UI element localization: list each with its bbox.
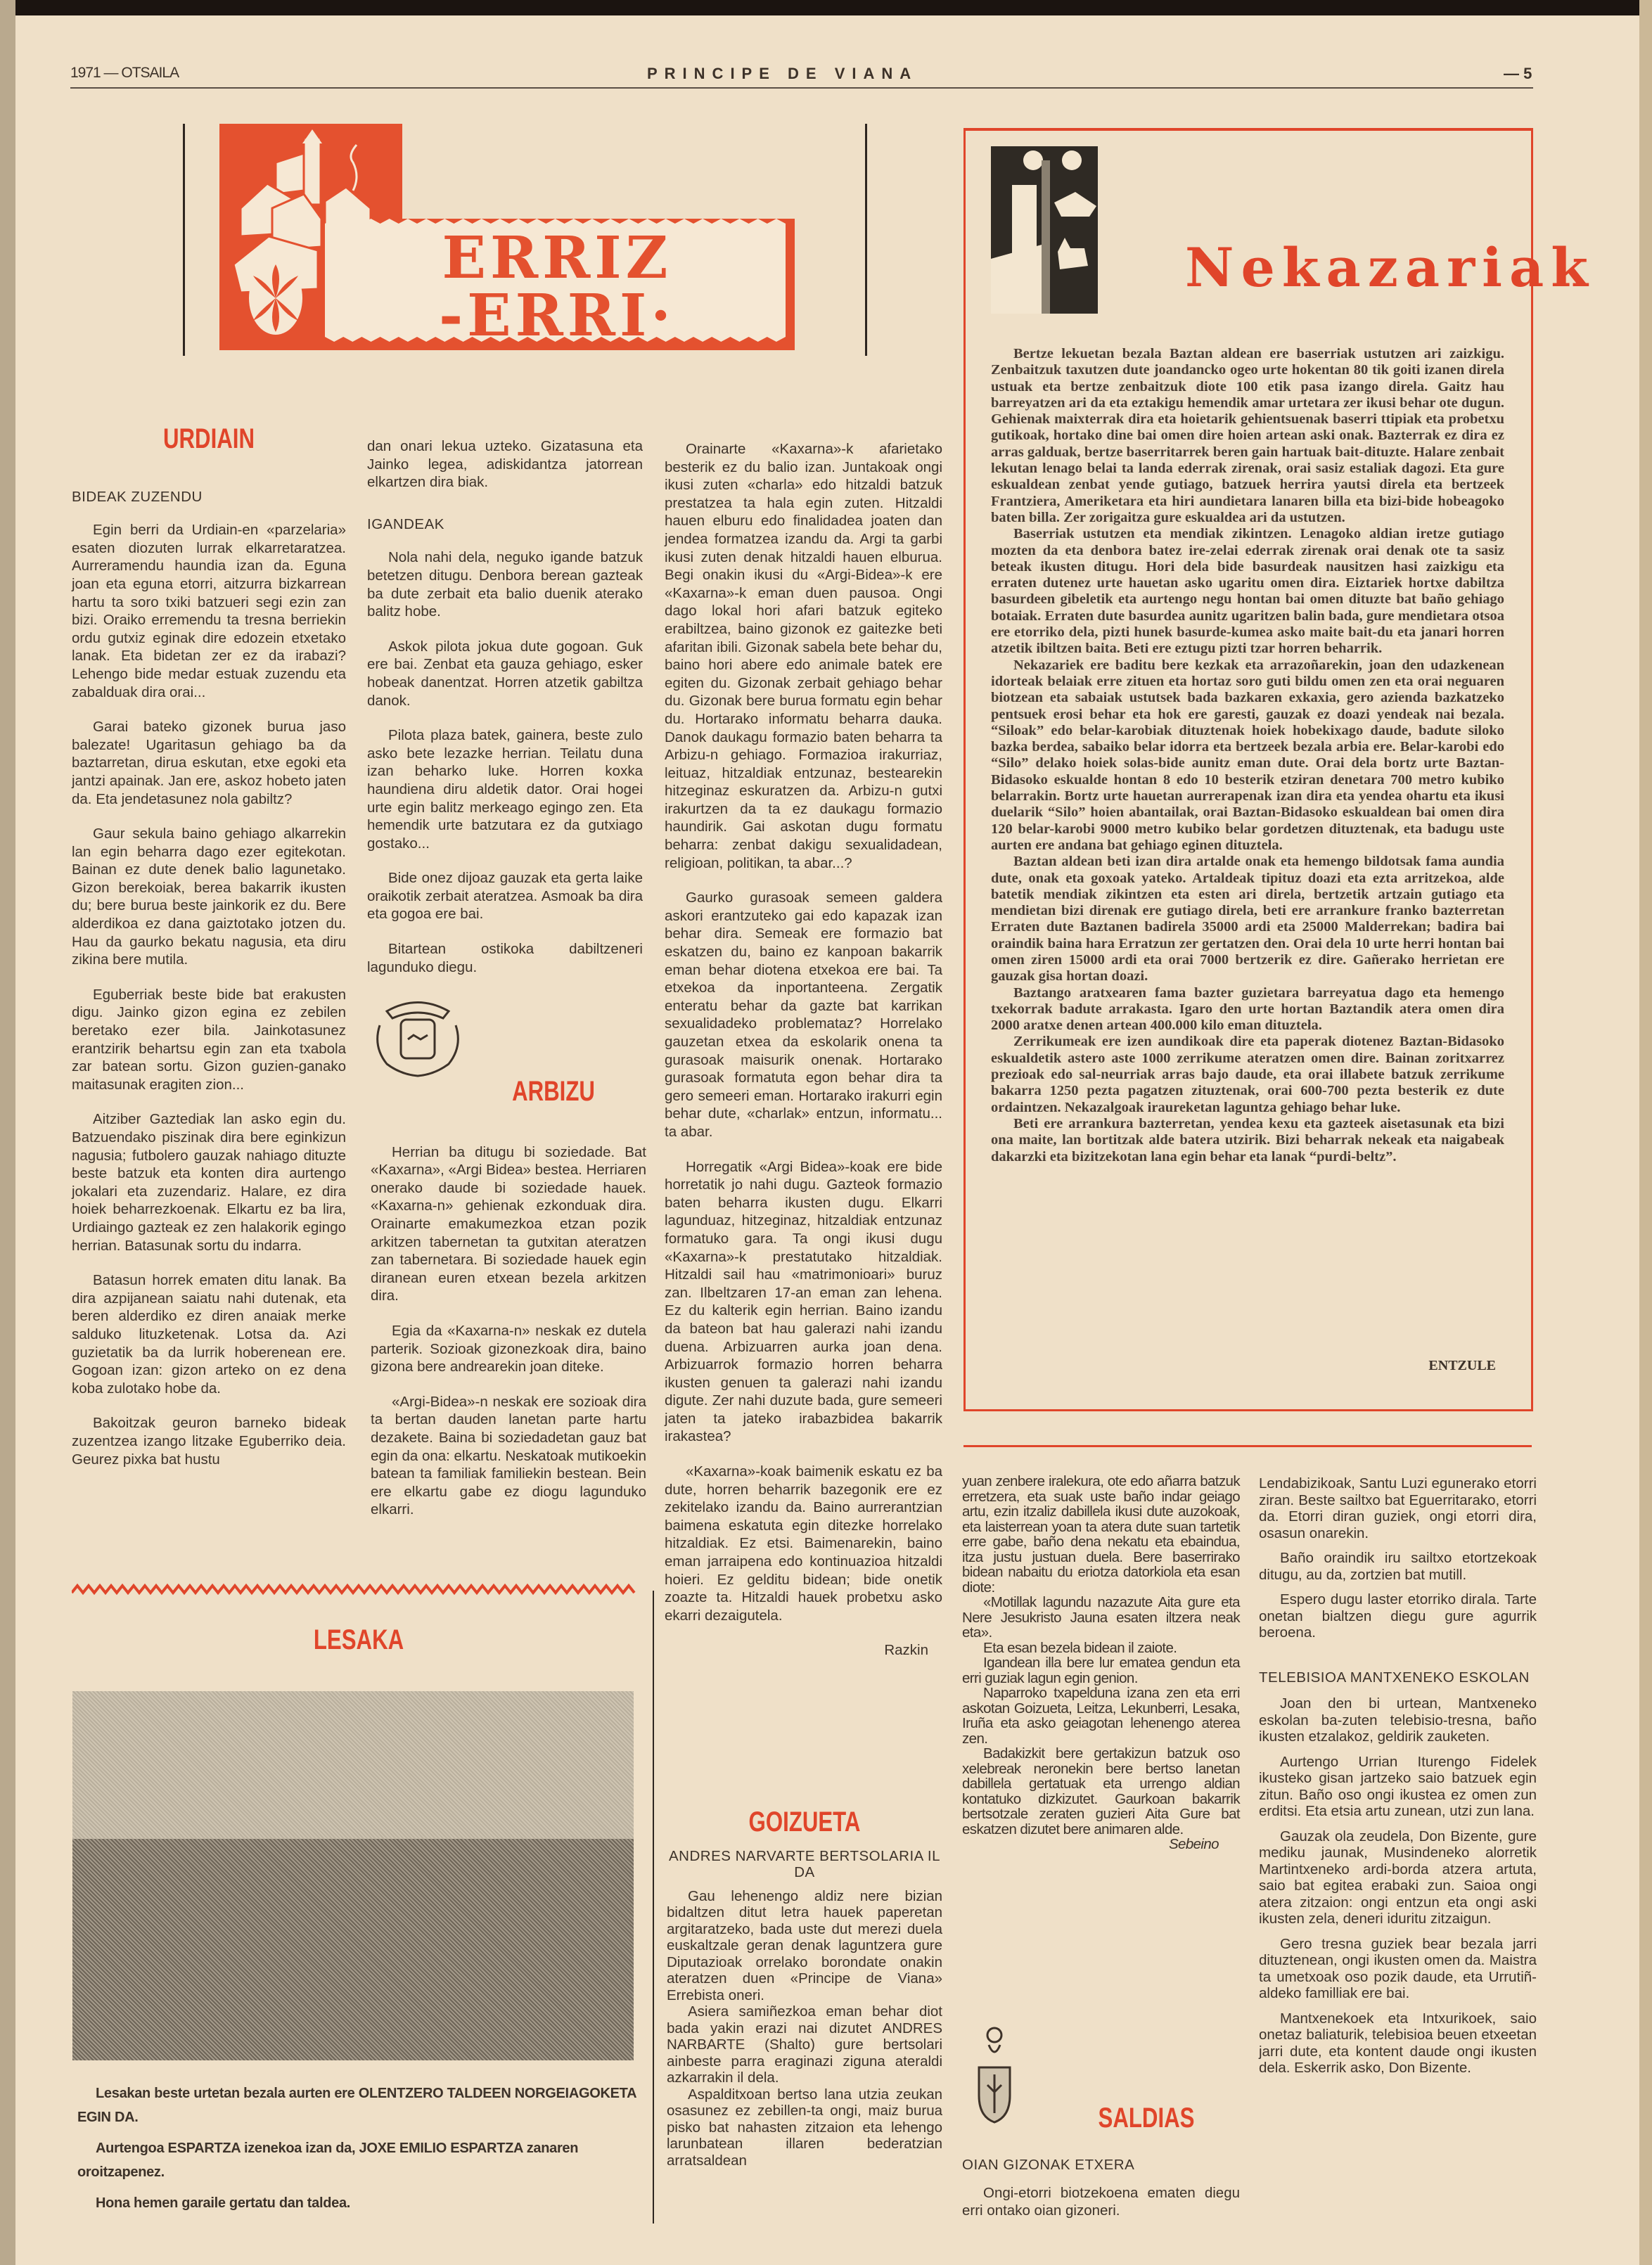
paragraph: Baño oraindik iru sailtxo etortzekoak ditugu, au da, zortzien bat mutill. [1259,1550,1537,1583]
paragraph: Nola nahi dela, neguko igande batzuk betetzen ditugu. Denbora berean gazteak ba dute zerbait eta balio duenik aterako balitz hobe. [367,549,643,620]
paragraph: Naparroko txapelduna izana zen eta erri askotan Goizueta, Leitza, Lekunberri, Lesaka, Iruña eta asko geiagotan lehenengo aterea zen. [962,1685,1240,1747]
paragraph: Eguberriak beste bide bat erakusten digu. Jainko gizon egina ez zebilen beretako ezer bila. Jainkotasunez erantzirik behartsu egin zan eta txabola zar batean sortu. Gizon guzien-ganako maitasunak eragiten zion... [72,986,346,1093]
goizueta-article [667,1807,942,2169]
paragraph: Pilota plaza batek, gainera, beste zulo asko bete lezazke herrian. Teilatu duna izan beharko luke. Horren koxka haundiena diru aldetik dator. Orai hogei urte egin balitz merkeago egingo zen. Eta hemendik urte batzutara ez da gutxiago gostako... [367,727,643,852]
arbizu-heading: ARBIZU [512,1076,595,1107]
paragraph: Ongi-etorri biotzekoena ematen diegu erri ontako oian gizoneri. [962,2184,1240,2219]
group-photo-olentzero-team [72,1691,634,2060]
lesaka-caption [77,2081,640,2222]
saldias-article [962,2156,1240,2220]
scan-right-edge [1639,0,1652,2265]
section-rule [963,1445,1532,1447]
paragraph: Aurtengo Urrian Iturengo Fidelek ikusteko gisan jartzeko saio batzuek egin zitun. Baño oso ongi ikustea ez omen zun erditsi. Eta etsia artu zunean, utzi zun lana. [1259,1753,1537,1819]
paragraph: Garai bateko gizonek burua jaso balezate! Ugaritasun gehiago ba da baztarretan, dirua eskutan, etxe egoki eta jantzi apainak. Jan ere, askoz hobeto jaten da. Eta jendetasunez nola gabiltz? [72,719,346,807]
issue-date: 1971 — OTSAILA [70,65,179,81]
column-rule [183,124,185,356]
urdiain-article [72,423,346,1485]
arbizu-signature: Razkin [884,1642,928,1659]
paragraph: Eta esan bezela bidean il zaiote. [983,1639,1177,1656]
paragraph: Nekazariek ere baditu bere kezkak eta arrazoñarekin, joan den udazkenean idorteak belaiak erre zituen eta hortaz soro guti bildu omen zen eta orai neguaren biotzean eta sabaiak ustutsek bada bazkaren exkaxia, gero azienda bazkatzeko pentsuek erosi behar eta hok ere garesti, gauzak ez doazi yendeak nai bezala. “Siloak” edo belar-karobiak dituztenak hoiek hobekixago daude, badute siloko bazka berdea, sabaiko belar idorra eta bertzeek bezala arbia ere. Belar-karobi edo “Silo” delako hoiek solas-bide aunitz eman dute. Orai dela bortz urte Baztan-Bidasoko eskualde hontan 8 edo 10 besterik etziran denetara 700 metro kubiko belarrakin. Bortz urte hauetan aurrerapenak izan dira eta yendea ohartu eta ikusi duelarik “Silo” hoien abantailak, orai Baztan-Bidasoko eskualdean bai omen dira 120 belar-karobi 9000 metro kubiko belar gordetzen dituztenak, eta badugu uste aurten ere andana bat gehiago eginen dituztela. [991,657,1504,853]
paragraph: Bitartean ostikoka dabiltzeneri lagunduko diegu. [367,941,643,975]
coat-of-arms-icon [373,997,463,1080]
paragraph: Hona hemen garaile gertatu dan taldea. [96,2195,351,2211]
paragraph: «Motillak lagundu nazazute Aita gure eta Nere Jesukristo Jauna esaten iltzera neak eta». [962,1594,1240,1641]
paragraph: Bertze lekuetan bezala Baztan aldean ere baserriak ustutzen ari zaizkigu. Zenbaitzuk taxutzen dute joandancko ogeo urte hokentan 80 tik goiti izanen direla ustuak eta bertze zenbaitzuk diote 100 etik pasa izango direla. Gaitz hau barreyatzen ari da eta eztakigu hemendik amar urtetara zer ikusi behar ote dugun. Gehienak maixterrak dira eta hoietarik gehientsuenak baserri ttipiak eta probetxu gutikoak, hortako dine bai omen dire hoien artean aski onak. Bazterrak ez dira ez arras galduak, bertze baserritarrek beren gain hartuak bait-dituzte. Halare zenbait lekutan lenago belai ta landa ederrak zirenak, orai sasiz estaliak dagozi. Eta gure eskualdean zenbat yende gutiago, batzuek herrira yautsi direla eta bertzeek Frantziera, Ameriketara eta hiri aundietara lanaren billa eta bizi-bide hobeagoko baten billa. Zer zorigaitza gure eskualdea ari da ustutzen. [991,346,1504,525]
paragraph: Mantxenekoek eta Intxurikoek, saio onetaz baliaturik, telebisioa beuen etxeetan jarri dute, eta kontent daude ongi ikusten dela. Eskerrik asko, Don Bizente. [1259,2010,1537,2076]
paragraph: Espero dugu laster etorriko dirala. Tarte onetan bialtzen diegu gure agurrik beroena. [1259,1591,1537,1641]
paragraph: dan onari lekua uzteko. Gizatasuna eta Jainko legea, adiskidantza jatorrean elkartzen dira biak. [367,438,643,491]
paragraph: Batasun horrek ematen ditu lanak. Ba dira azpijanean saiatu nahi dutenak, eta beren alderdiko ez diren anaiak merke salduko lituzketenak. Lotsa da. Azi guzietatik ba da lurrik hoberenean ere. Gogoan izan: gizon arteko on ez dena koba zulotako hobe da. [72,1272,346,1397]
paragraph: Badakizkit bere gertakizun batzuk oso xelebreak neronekin bere bertso lanetan dabillela gertatuak eta urrengo aldian kontatuko dizkizutet. Gaurkoan bakarrik bertsotzale zeraten guzieri Aita Gure bat eskatzen dizutet bere animaren alde. [962,1745,1240,1837]
header-rule [70,87,1533,89]
banner-line-1: ERRIZ [442,224,672,292]
paragraph: Baztango aratxearen fama bazter guzietara barreyatua dago eta hemengo txekorrak badute arrakasta. Igaro den urte hortan Baztandik atera omen dira 2000 aratxe denen artean 400.000 kilo eman dituztela. [991,984,1504,1034]
saldias-heading: SALDIAS [1098,2103,1195,2134]
zigzag-divider [72,1584,638,1595]
paragraph: Aitziber Gaztediak lan asko egin du. Batzuendako piszinak dira bere eginkizun nagusia; futbolero gauzak nahiago dituzte beste batzuk eta konten dira aurtengo jokalari eta zuzendariz. Halare, ez dira hoiek beharrezkoenak. Elkartu ez ba lira, Urdiaingo gazteak ez zen halakorik egingo herrian. Batasunak sortu du indarra. [72,1111,346,1254]
shield-tree-crest-icon [978,2025,1011,2124]
paragraph: Baserriak ustutzen eta mendiak zikintzen. Lenagoko aldian iretze gutiago mozten da eta denbora batez ire-zelai ederrak zirenak orai denak ote ta sasiz beteak ikusten ditugu. Hori dela bide basurdeak nausitzen hasi zaizkigu eta erraten dutenez urte hauetan asko ugaritu omen dira. Eiztariek hortxe dabiltza basurdeen gibeletik eta aurtengo negu hontan bai omen dituzte bat baño gehiago botaiak. Erraten dute basurdea aunitz ugaritzen balin bada, gure mendietara otsoa ere etorriko dela, pizti hunek basurde-kumea asko maite bait-du eta janari horren atzetik ibiltzen baita. Beti ere eztugu pizti tzar horren beharrik. [991,526,1504,657]
paragraph: «Kaxarna»-koak baimenik eskatu ez ba dute, horren beharrik bazegonik ere ez zekitelako izandu da. Baino aurrerantzian baimena eskatuta egin ditezke horrelako hitzaldiak. Ez etsi. Baimenarekin, baino eman jarraipena edo kontinuazioa hitzaldi hoieri. Ez gelditu bidean; bide onetik zoazte ta. Hitzaldi hauek probetxu asko ekarri dezaigutela. [665,1463,942,1624]
farm-tree-tractor-illustration [991,146,1098,314]
paragraph: Egia da «Kaxarna-n» neskak ez dutela parterik. Sozioak gizonezkoak dira, baino gizona bere andrearekin joan diteke. [371,1322,646,1375]
paragraph: Egin berri da Urdiain-en «parzelaria» esaten diozuten lurrak elkarretaratzea. Aurreramendu haundia izan da. Eguna joan eta eguna etorri, aitzurra bizkarrean hartu ta soro txiki batzueri segi ezin zan bizi. Oraiko erremendu ta tresna berriekin ordu gutxiz eginak dire edozein etxetako lanak. Eta bidetan zer ez da irabazi? Lehengo bide medar estuak zuzendu eta zabalduak dira orai... [72,522,346,700]
paragraph: Gauzak ola zeudela, Don Bizente, gure mediku jaunak, Musindeneko alorretik Martintxeneko ardi-borda atzera artuta, saio bat egitea erabaki zun. Saioa ongi atera zitzaion: ongi entzun eta ongi aski ikusten zela, deneri iduritu zitzaigun. [1259,1828,1537,1927]
saldias-subheading: OIAN GIZONAK ETXERA [962,2157,1135,2173]
paragraph: Horregatik «Argi Bidea»-koak ere bide horretatik jo nahi dugu. Gazteok formazio baten beharra ikusten dugu. Elkarri lagunduaz, hitzeginaz, hitzaldiak entzunaz formatuko gara. Ta ongi ikusi dugu «Kaxarna»-k prestatutako hitzaldiak. Hitzaldi sail hau «matrimonioari» buruz zan. Ilbeltzaren 17-an eman zan lehena. Ez du kalterik egin herrian. Baino izandu da bateon bat hau galerazi nahi izandu duena. Arbizuarren aurka joan dena. Arbizuarrok formazio horren beharra ikusten genuen ta galerazi nahi izandu digute. Zer nahi duzute bada, gure semeeri jaten ta jateko irabazbidea bakarrik irakastea? [665,1158,942,1445]
lesaka-heading: LESAKA [313,1624,404,1655]
paragraph: Aspalditxoan bertso lana utzia zeukan osasunez ez zebillen-ta ongi, maiz burua pisko bat nahasten zitzaion eta lehengo larunbatean illaren bederatzian arratsaldean [667,2086,942,2169]
publication-title: PRINCIPE DE VIANA [647,65,918,82]
goizueta-continued [962,1474,1240,1859]
page-number: — 5 [1504,65,1532,82]
goizueta-subheading: ANDRES NARVARTE BERTSOLARIA IL DA [668,1847,941,1880]
column-rule [865,124,867,356]
nekazariak-box [963,128,1595,1411]
banner-line-2: -ERRI· [439,282,675,349]
paragraph: Asiera samiñezkoa eman behar diot bada yakin erazi nai dizutet ANDRES NARBARTE (Shalto) gure bertsolari ainbeste parra eraginazi ziguna ateraldi azkarrakin il dela. [667,2003,942,2086]
scan-binding-edge [0,0,15,2265]
lauburu-rosette-icon [233,256,318,340]
paragraph: Beti ere arrankura bazterretan, yendea kexu eta gazteek aisetasunak eta bizi ona maite, lan bortitzak alde batera utzirik. Bizi beharrak nekeak eta naigabeak dakarzki eta bizitzekotan lana egin behar eta lanak “purdi-beltz”. [991,1115,1504,1164]
goizueta-signature: Sebeino [1168,1836,1219,1852]
paragraph: Joan den bi urtean, Mantxeneko eskolan ba-zuten telebisio-tresna, baño ikusten etzalakoz, geldirik zauketen. [1259,1695,1537,1745]
paragraph: Herrian ba ditugu bi soziedade. Bat «Kaxarna», «Argi Bidea» bestea. Herriaren onerako daude bi soziedade hauek. «Kaxarna-n» gehienak ezkonduak dira. Orainarte emakumezkoa etzan pozik arkitzen tabernetan ta gutxitan ateratzen zan tabernetara. Bi soziedade hauek egin diranean euren etxean bezela arkitzen dira. [371,1143,647,1304]
paragraph: Bakoitzak geuron barneko bideak zuzentzea izango litzake Eguberriko deia. Geurez pixka bat hustu [72,1415,346,1468]
paragraph: Gaur sekula baino gehiago alkarrekin lan egin beharra dago ezer egitekotan. Bainan ez dute denek balio lagunetako. Gizon berekoiak, berea bakarrik ikusten du; bere burua beste jainkorik ez du. Bere alderdikoa ez dana gaiztotako jotzen du. Hau da gaurko bekatu nagusia, eta diru zikina bere mutila. [72,826,346,968]
paragraph: Zerrikumeak ere izen aundikoak dire eta paperak diotenez Baztan-Bidasoko eskualdetik astero aste 1000 zerrikume ateratzen omen dire. Bainan zoritxarrez prezioak edo sal-neurriak arras bajo daude, eta orai illabete batzuk zerrikume bakarra 1250 pezta pagatzen zituztenak, orai 600-700 pezta besterik ez dute ordaintzen. Nekazalgoak iraureketan laguntza gehiago behar luke. [991,1034,1504,1115]
paragraph: Gero tresna guziek bear bezala jarri dituztenean, ongi ikusten omen da. Maistra ta umetxoak oso pozik daude, eta Urrutiñ-aldeko familliak ere bai. [1259,1935,1537,2001]
paragraph: Lendabizikoak, Santu Luzi egunerako etorri ziran. Beste sailtxo bat Eguerritarako, etorri da. Etorri diran guziek, ongi etorri dira, osasun onarekin. [1259,1475,1537,1541]
paragraph: Igandean illa bere lur ematea gendun eta erri guziak lagun egin genion. [962,1655,1240,1686]
saldias-continued [1259,1475,1537,2077]
nekazariak-heading: Nekazariak [1185,236,1595,299]
arbizu-article [371,1076,647,1536]
igandeak-subheading: IGANDEAK [367,515,444,532]
nekazariak-signature: ENTZULE [1428,1358,1496,1373]
paragraph: Bide onez dijoaz gauzak eta gerta laike oraikotik zerbait ateratzea. Asmoak ba dira eta gogoa ere bai. [367,870,643,923]
nekazariak-body [991,346,1504,1165]
urdiain-subheading: BIDEAK ZUZENDU [72,488,203,505]
paragraph: Baztan aldean beti izan dira artalde onak eta hemengo bildotsak fama aundia dute, onak eta goxoak yateko. Artaldeak tipituz doazi eta ezta arritzekoa, alde batetik mendiak zikintzen eta esten ari direla, bertzetik artzain gutiago eta mendietan bizi direnak ere gutiago direla, beti ere arrankure franko bazterretan Erraten dute Baztanen badirela 35000 ardi eta 25000 Malderrekan; badira bai oraindik baina hara Erratzun zer gertatzen den. Orai dela 10 urte herri hontan bai omen ziren 15000 ardi eta orai 7000 bertzerik ez dire. Gañerako herrietan ere gauzak gisa hortan doazi. [991,854,1504,984]
urdiain-continued [367,437,643,993]
urdiain-heading: URDIAIN [162,423,255,454]
column-rule [653,1591,654,2224]
telebisioa-subheading: TELEBISIOA MANTXENEKO ESKOLAN [1259,1669,1530,1686]
scan-top-edge [0,0,1652,15]
arbizu-continued [665,440,942,1667]
paragraph: Aurtengoa ESPARTZA izenekoa izan da, JOXE EMILIO ESPARTZA zanaren oroitzapenez. [77,2141,579,2180]
paragraph: Gau lehenengo aldiz nere bizian bidaltzen ditut letra hauek paperetan argitaratzeko, bada uste dut merezi duela euskaltzale geran denak laguntzera gure Diputazioak orrelako borondate onakin ateratzen duen «Principe de Viana» Errebista oneri. [667,1887,942,2003]
paragraph: Lesakan beste urtetan bezala aurten ere OLENTZERO TALDEEN NORGEIAGOKETA EGIN DA. [77,2086,636,2125]
paragraph: Gaurko gurasoak semeen galdera askori erantzuteko gai edo kapazak izan behar dira. Semeak ere formazio bat eskatzen du, baino ez kanpoan bakarrik eman behar diotena etxekoa ere bai. Ta etxekoa da inportanteena. Zergatik enteratu behar da gazte bat karrikan sexualidadeko problemataz? Horrelako gauzetan etxea da eskolarik onena ta gurasoak maisurik onenak. Hortarako gurasoak formatuta egon behar dira ta gero semeeri eman. Hortarako irakurri egin behar dute, «charlak» entzun, informatu... ta abar. [665,890,942,1140]
erriz-erri-banner [219,124,795,350]
photo-background [72,1691,634,1839]
paragraph: Orainarte «Kaxarna»-k afarietako besterik ez du balio izan. Juntakoak ongi ikusi zuten «charla» edo hitzaldi batzuk prestatzea ta hala egin zuten. Hitzaldi hauen elburu edo finalidadea joaten dan jendea formatzea izandu da. Argi ta garbi ikusi zuten denak hitzaldi hauen elburua. Begi onakin ikusi du «Argi-Bidea»-k ere «Kaxarna»-k eman duen pausoa. Ongi dago lokal hori afari batzuk egiteko erabiltzea, baino gizonok ez gaitezke beti afaritan ibili. Gizonak sabela bete behar du, baino hori abere edo animale batek ere egiten du. Gizonak zerbait gehiago behar du. Gizonak bere burua formatu egin behar du. Hortarako informatu beharra dauka. Danok daukagu formazio baten beharra ta Arbizu-n gehiago. Formazioa irakurriaz, leituaz, hitzaldiak entzunaz, bestearekin hitzeginaz eskuratzen da. Arbizu-n gutxi irakurtzen da ta ez daukagu formazio haundirik. Gai askotan dugu formatu beharra: zenbat dakigu sexualidadean, religioan, politikan, ta abar...? [665,441,942,871]
paragraph: Askok pilota jokua dute gogoan. Guk ere bai. Zenbat eta gauza gehiago, esker hobeak danentzat. Horren atzetik gabiltza danok. [367,638,643,709]
goizueta-heading: GOIZUETA [748,1807,861,1837]
paragraph: «Argi-Bidea»-n neskak ere sozioak dira ta bertan dauden lanetan parte hartu dezakete. Baina bi soziedadetan gauz bat egin da ona: elkartu. Neskatoak mutikoekin batean ta familiak familiekin bestean. Bein ere elkartu gabe ez diogu lagunduko elkarri. [371,1393,647,1518]
paragraph: yuan zenbere iralekura, ote edo añarra batzuk erretzera, eta suak uste baño indar geiago artu, ezin itzaliz dabillela ikusi dute auzokoak, eta laisterrean yoan ta atera dute suan tartetik erre gabe, baño dena nekatu eta ebaindua, itza justu justuan duela. Bere baserrirako bidean nabaitu du eriotza datorkiola eta esan diote: [962,1473,1240,1596]
